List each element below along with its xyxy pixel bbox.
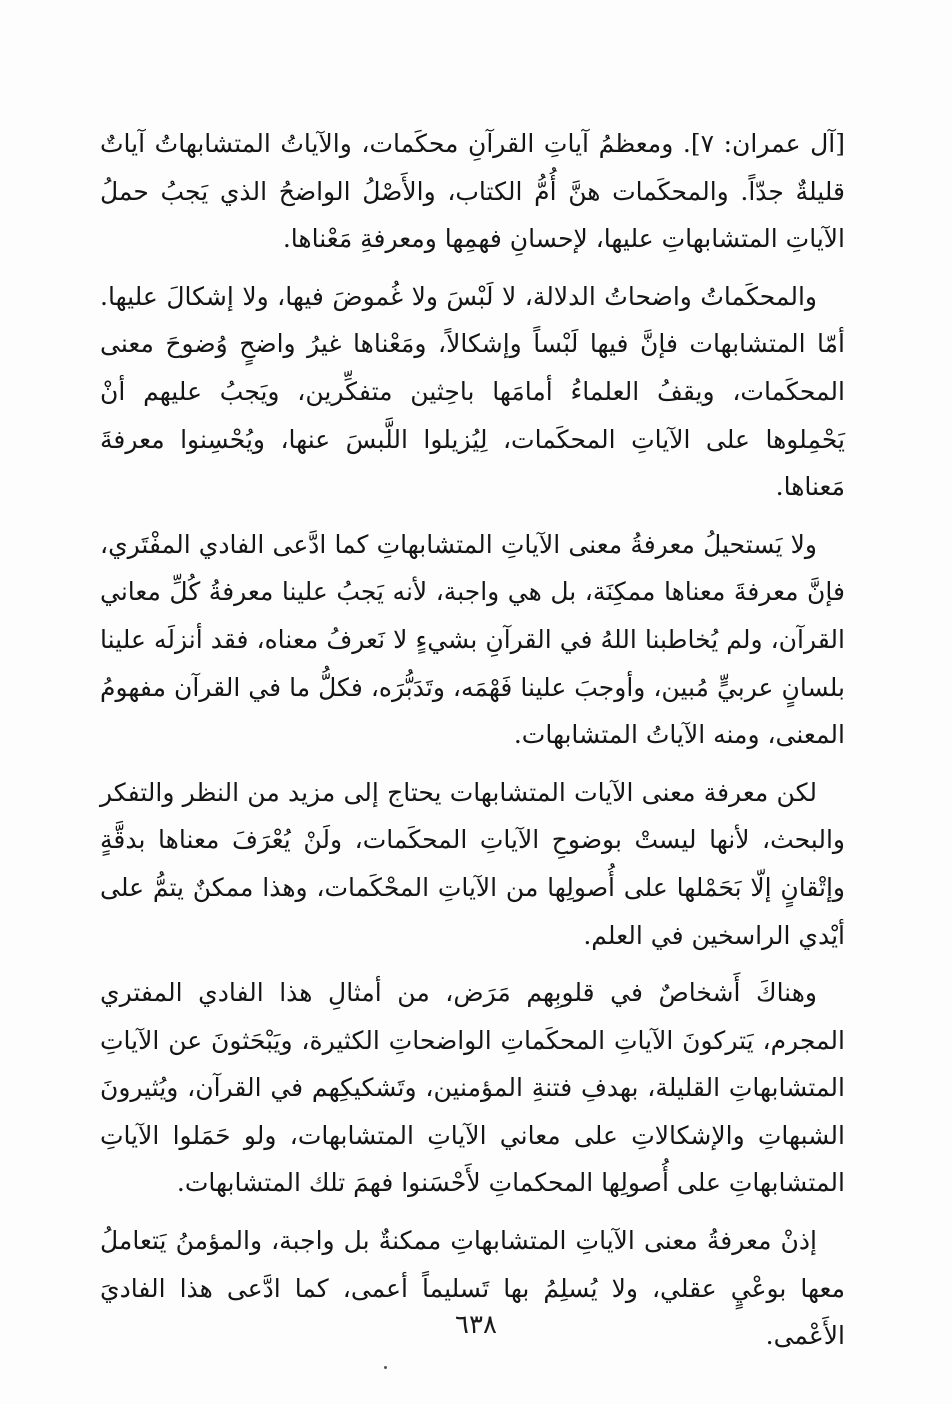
- scan-speck: [384, 1366, 387, 1369]
- page-number: ٦٣٨: [455, 1310, 497, 1340]
- paragraph-5: وهناكَ أَشخاصٌ في قلوبِهم مَرَض، من أمثالِ هذا الفادي المفتري المجرم، يَتركونَ الآياتِ المحكَماتِ الواضحاتِ الكثيرة، ويَبْحَثونَ عن الآياتِ المتشابهاتِ القليلة، بهدفِ فتنةِ المؤمنين، وتَشكيكِهم في القرآن، ويُثيرونَ الشبهاتِ والإشكالاتِ على معاني الآياتِ المتشابهات، ولو حَمَلوا الآياتِ المتشابهاتِ على أُصولِها المحكماتِ لأَحْسَنوا فهمَ تلك المتشابهات.: [100, 978, 845, 1198]
- paragraph-4: لكن معرفة معنى الآيات المتشابهات يحتاج إلى مزيد من النظر والتفكر والبحث، لأنها ليستْ بوضوحِ الآياتِ المحكَمات، ولَنْ يُعْرَفَ معناها بدقَّةٍ وإتْقانٍ إلّا بَحَمْلها على أُصولِها من الآياتِ المحْكَمات، وهذا ممكنٌ يتمُّ على أيْدي الراسخين في العلم.: [100, 777, 845, 950]
- paragraph-6: إذنْ معرفةُ معنى الآياتِ المتشابهاتِ ممكنةٌ بل واجبة، والمؤمنُ يَتعاملُ معها بوعْيٍ عقلي، ولا يُسلِمُ بها تَسليماً أعمى، كما ادَّعى هذا الفاديَ الأَعْمى.: [100, 1226, 845, 1351]
- paragraph-2: والمحكَماتُ واضحاتُ الدلالة، لا لَبْسَ ولا غُموضَ فيها، ولا إشكالَ عليها. أمّا المتشابهات فإنَّ فيها لَبْساً وإشكالاً، ومَعْناها غيرُ واضحٍ وُضوحَ معنى المحكَمات، ويقفُ العلماءُ أمامَها باحِثين متفكِّرين، ويَجبُ عليهم أنْ يَحْمِلوها على الآياتِ المحكَمات، لِيُزيلوا اللَّبسَ عنها، ويُحْسِنوا معرفةَ مَعناها.: [100, 281, 845, 502]
- paragraph-1: [آل عمران: ٧]. ومعظمُ آياتِ القرآنِ محكَمات، والآياتُ المتشابهاتُ آياتٌ قليلةٌ جدّاً. والمحكَمات هنَّ أُمُّ الكتاب، والأَصْلُ الواضحُ الذي يَجبُ حملُ الآياتِ المتشابهاتِ عليها، لإحسانِ فهمِها ومعرفةِ مَعْناها.: [100, 129, 845, 254]
- paragraph-3: ولا يَستحيلُ معرفةُ معنى الآياتِ المتشابهاتِ كما ادَّعى الفادي المفْتَري، فإنَّ معرفةَ معناها ممكِنَة، بل هي واجبة، لأنه يَجبُ علينا معرفةُ كُلِّ معاني القرآن، ولم يُخاطبنا اللهُ في القرآنِ بشيءٍ لا نَعرفُ معناه، فقد أنزلَه علينا بلسانٍ عربيٍّ مُبين، وأوجبَ علينا فَهْمَه، وتَدَبُّرَه، فكلُّ ما في القرآن مفهومُ المعنى، ومنه الآياتُ المتشابهات.: [100, 529, 845, 750]
- body-text: [100, 120, 845, 1370]
